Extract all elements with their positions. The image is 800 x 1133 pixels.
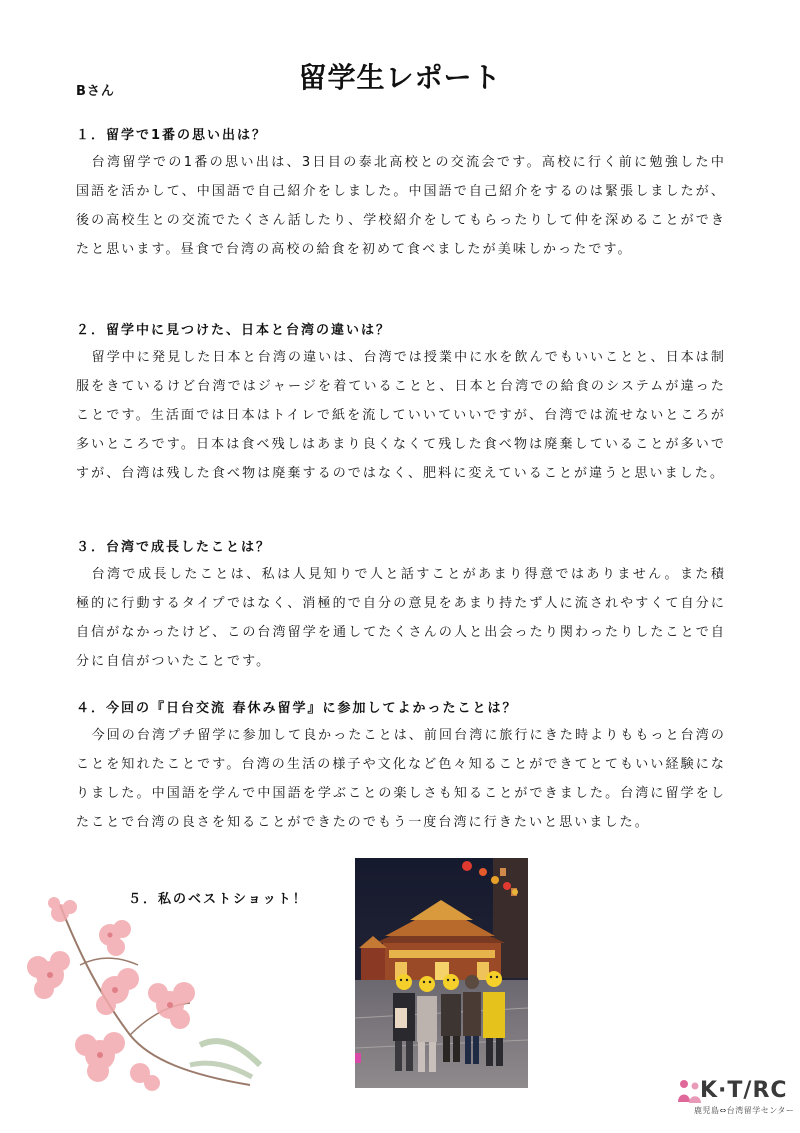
temple-night-photo xyxy=(355,858,528,1088)
page-title: 留学生レポート xyxy=(298,61,502,94)
question-3: ３．台湾で成長したことは？ xyxy=(76,540,272,555)
logo-subtitle: 鹿児島⇔台湾留学センター xyxy=(694,1106,795,1115)
ktrc-logo xyxy=(676,1076,795,1122)
section-2 xyxy=(76,321,726,488)
logo-wordmark: K·T/RC xyxy=(700,1078,788,1103)
best-shot-photo xyxy=(355,858,528,1088)
section-4 xyxy=(76,699,726,837)
best-shot-heading: ５．私のベストショット！ xyxy=(128,892,308,907)
answer-4: 今回の台湾プチ留学に参加して良かったことは、前回台湾に旅行にきた時よりももっと台湾のことを知れたことです。台湾の生活の様子や文化など色々知ることができてとてもいい経験になりました。中国語を学んで中国語を学ぶことの楽しさも知ることができました。台湾に留学をしたことで台湾の良さを知ることができたのでもう一度台湾に行きたいと思いました。 xyxy=(76,728,726,830)
question-4: ４．今回の『日台交流 春休み留学』に参加してよかったことは？ xyxy=(76,701,518,716)
answer-1: 台湾留学での1番の思い出は、3日目の泰北高校との交流会です。高校に行く前に勉強した中国語を活かして、中国語で自己紹介をしました。中国語で自己紹介をするのは緊張しましたが、後の高校生との交流でたくさん話したり、学校紹介をしてもらったりして仲を深めることができたと思います。昼食で台湾の高校の給食を初めて食べましたが美味しかったです。 xyxy=(76,155,726,257)
question-2: ２．留学中に見つけた、日本と台湾の違いは？ xyxy=(76,323,392,338)
face-emoji-3 xyxy=(443,974,459,990)
question-1: １．留学で1番の思い出は？ xyxy=(76,128,268,143)
section-3 xyxy=(76,538,726,676)
face-emoji-1 xyxy=(396,974,412,990)
face-emoji-4 xyxy=(486,971,502,987)
author-name: Bさん xyxy=(76,84,115,99)
answer-2: 留学中に発見した日本と台湾の違いは、台湾では授業中に水を飲んでもいいことと、日本は制服をきているけど台湾ではジャージを着ていることと、日本と台湾での給食のシステムが違ったことです。生活面では日本はトイレで紙を流していいていいですが、台湾では流せないところが多いところです。日本は食べ残しはあまり良くなくて残した食べ物は廃棄していることが多いですが、台湾は残した食べ物は廃棄するのではなく、肥料に変えていることが違うと思いました。 xyxy=(76,350,726,481)
section-1 xyxy=(76,126,726,264)
face-emoji-2 xyxy=(419,976,435,992)
cherry-blossom-decoration xyxy=(20,895,280,1095)
answer-3: 台湾で成長したことは、私は人見知りで人と話すことがあまり得意ではありません。また積極的に行動するタイプではなく、消極的で自分の意見をあまり持たず人に流されやすくて自分に自信がなかったけど、この台湾留学を通してたくさんの人と出会ったり関わったりしたことで自分に自信がついたことです。 xyxy=(76,567,726,669)
